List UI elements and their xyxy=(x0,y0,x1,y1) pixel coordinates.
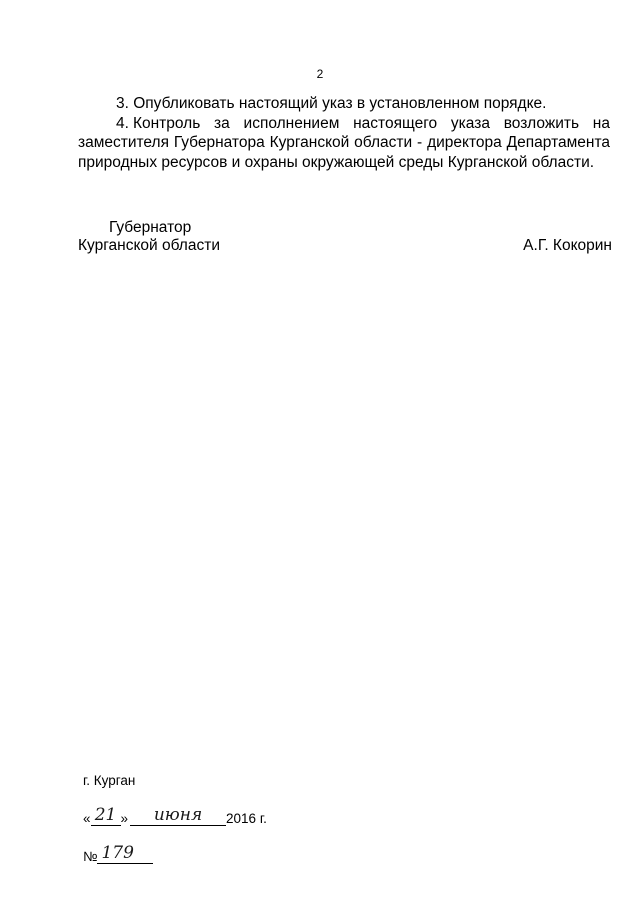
paragraph-4-text: Контроль за исполнением настоящего указа возложить на заместителя Губернатора Курганской области - директора Департамента природных ресурсов и охраны окружающей среды Курганской области. xyxy=(78,114,610,171)
paragraph-4 xyxy=(78,114,610,173)
handwritten-day: 21 xyxy=(94,805,117,825)
handwritten-month: июня xyxy=(153,805,203,825)
paragraph-4-number: 4. xyxy=(116,114,129,132)
document-body xyxy=(78,94,610,172)
handwritten-number: 179 xyxy=(101,843,134,863)
number-field xyxy=(97,844,153,864)
number-line xyxy=(83,840,267,864)
signatory-title-line-1: Губернатор xyxy=(109,219,192,236)
day-field xyxy=(91,806,121,826)
year-label: 2016 г. xyxy=(226,811,267,826)
signature-row xyxy=(78,237,612,255)
month-field xyxy=(130,806,226,826)
open-quote: « xyxy=(83,811,91,826)
number-label: № xyxy=(83,849,98,864)
signature-block xyxy=(78,219,612,255)
document-footer xyxy=(83,773,267,864)
signatory-title-line-2: Курганской области xyxy=(78,237,220,254)
paragraph-3: 3. Опубликовать настоящий указ в установленном порядке. xyxy=(116,95,547,112)
close-quote: » xyxy=(120,811,129,826)
city-label: г. Курган xyxy=(83,773,136,788)
page-number: 2 xyxy=(316,67,324,81)
date-line xyxy=(83,802,267,826)
signatory-name: А.Г. Кокорин xyxy=(523,237,612,254)
